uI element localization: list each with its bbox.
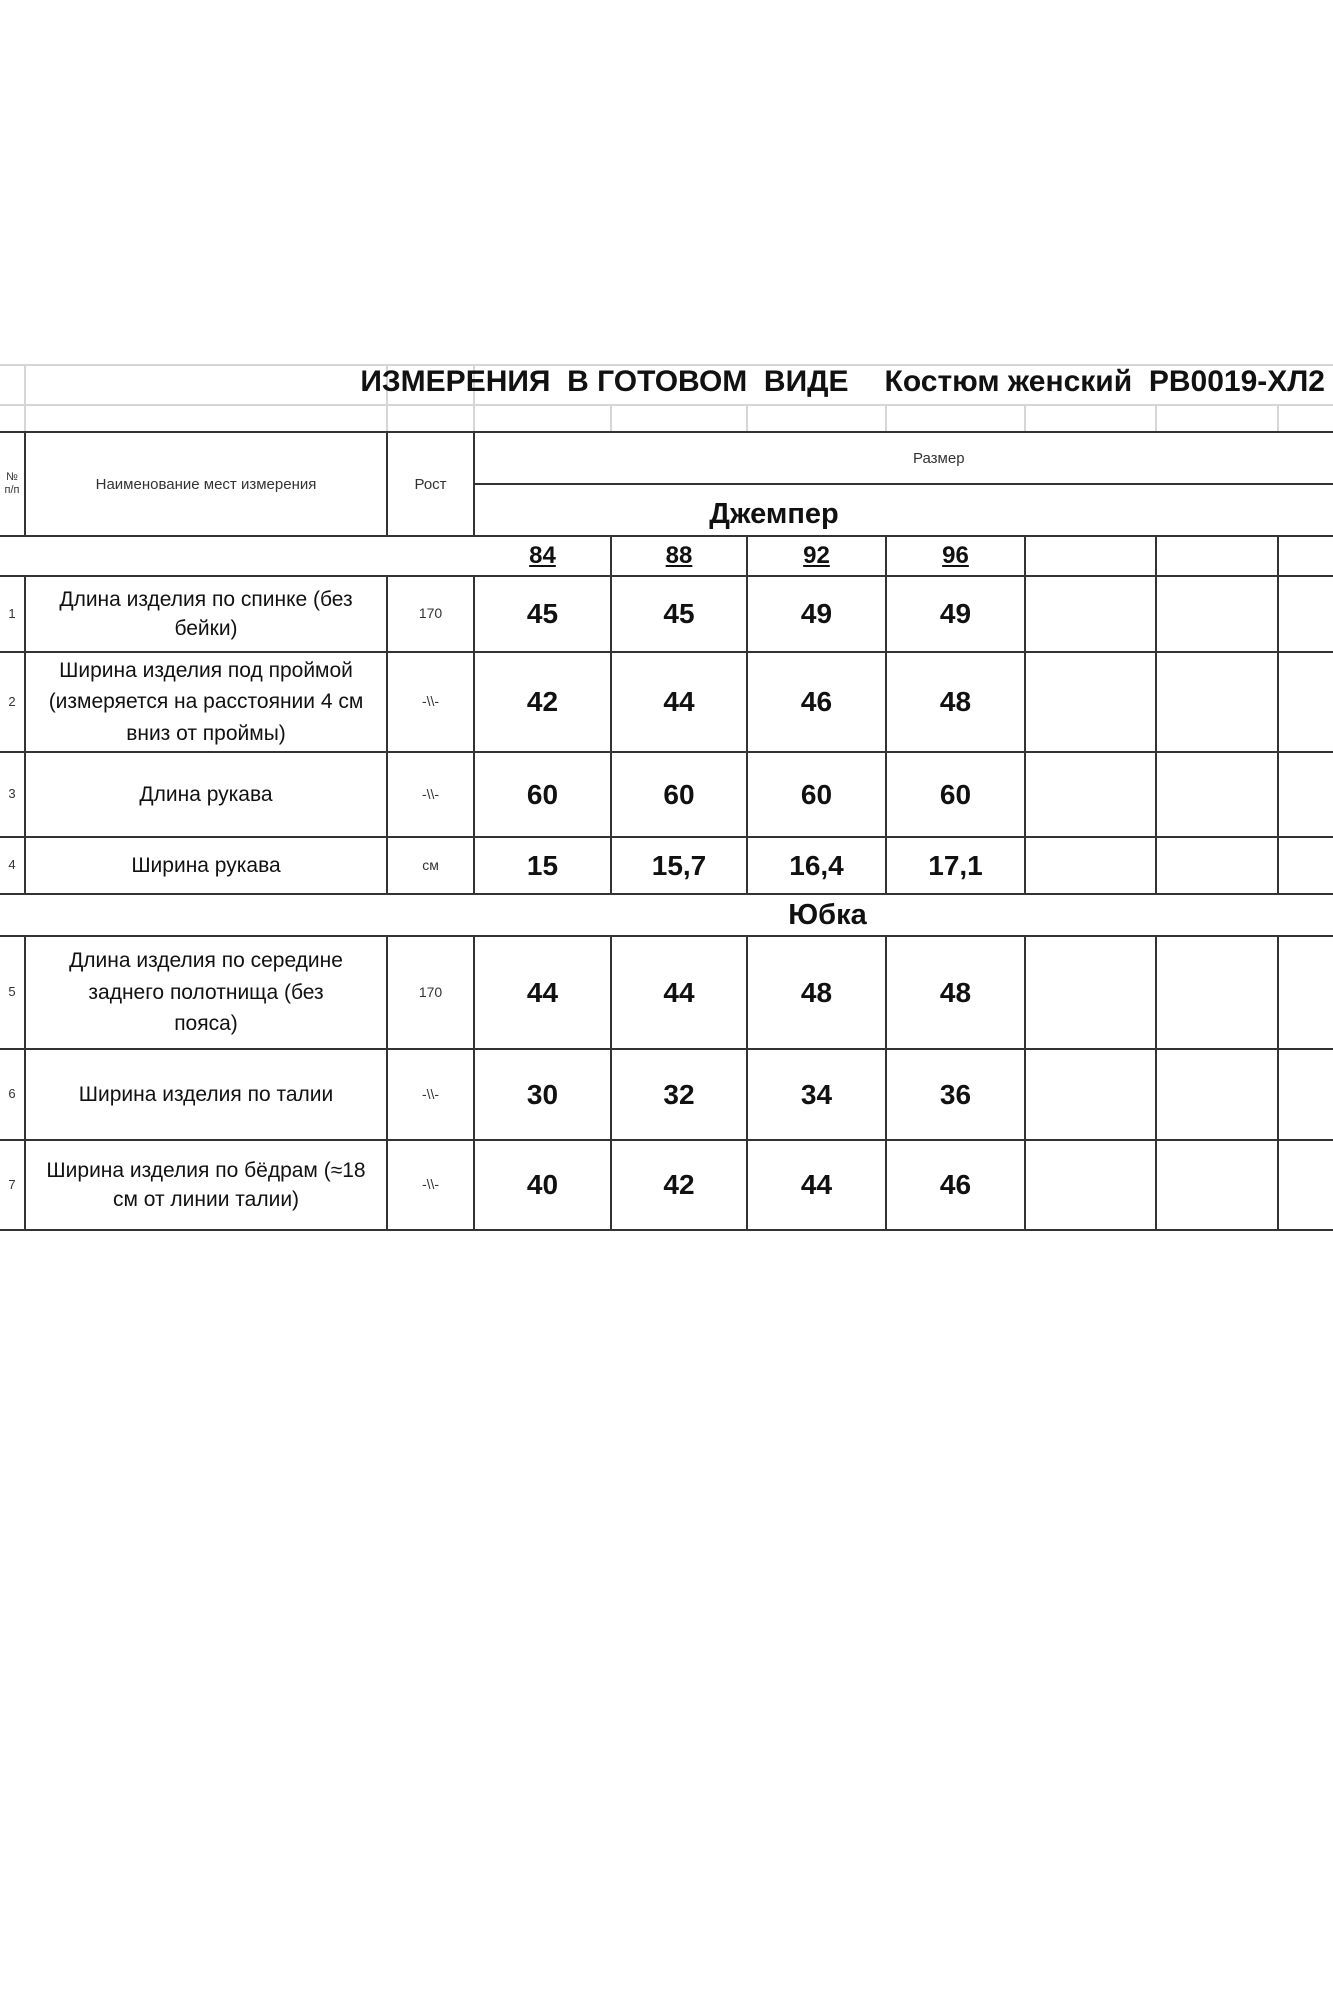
table-border: [0, 1229, 1333, 1231]
measurement-name: Длина рукава: [139, 782, 273, 806]
measurement-name: Ширина рукава: [131, 853, 281, 877]
size-value: 44: [526, 976, 559, 1008]
size-value: 60: [800, 778, 833, 810]
section-title-jumper: Джемпер: [709, 497, 839, 530]
size-value: 48: [800, 976, 833, 1008]
size-value: 48: [939, 686, 972, 718]
size-value: 49: [800, 598, 833, 630]
size-value: 36: [939, 1078, 972, 1110]
height-value: -\\-: [421, 693, 440, 710]
size-value: 48: [939, 976, 972, 1008]
title-product: Костюм женский РВ0019-ХЛ2: [884, 365, 1325, 398]
table-border: [1155, 935, 1157, 1231]
size-value: 60: [939, 778, 972, 810]
measurement-name: Длина изделия по середине заднего полотнища (без пояса): [69, 949, 343, 1036]
measurement-name: Длина изделия по спинке (без бейки): [59, 587, 353, 640]
height-value: -\\-: [421, 1176, 440, 1193]
header-size: Размер: [913, 449, 965, 467]
row-number: 5: [8, 984, 16, 1000]
size-header: 96: [942, 542, 969, 570]
height-value: -\\-: [421, 785, 440, 802]
grid-line: [1024, 404, 1026, 432]
row-number: 6: [8, 1086, 16, 1102]
size-value: 46: [939, 1169, 972, 1201]
size-value: 49: [939, 598, 972, 630]
size-header: 92: [803, 542, 830, 570]
row-number: 2: [8, 693, 16, 709]
document-title: [0, 358, 1325, 406]
height-value: см: [422, 856, 439, 873]
measurement-name: Ширина изделия по талии: [78, 1082, 334, 1106]
size-value: 15,7: [651, 849, 707, 881]
header-height: Рост: [414, 475, 447, 493]
table-border: [1024, 535, 1026, 893]
size-value: 34: [800, 1078, 833, 1110]
header-measurement-name: Наименование мест измерения: [95, 475, 317, 493]
size-value: 44: [800, 1169, 833, 1201]
size-value: 17,1: [928, 849, 983, 881]
size-value: 15: [526, 849, 559, 881]
table-border: [1024, 935, 1026, 1231]
size-value: 46: [800, 686, 833, 718]
size-value: 16,4: [789, 849, 844, 881]
size-value: 44: [663, 976, 695, 1008]
measurement-name: Ширина изделия под проймой (измеряется на расстоянии 4 см вниз от проймы): [48, 658, 364, 745]
table-border: [1277, 935, 1279, 1231]
size-value: 60: [526, 778, 559, 810]
size-value: 40: [526, 1169, 559, 1201]
size-value: 45: [526, 598, 559, 630]
table-border: [473, 483, 1333, 485]
row-number: 7: [8, 1176, 16, 1192]
height-value: 170: [418, 605, 443, 622]
row-number: 1: [8, 605, 16, 621]
header-number: № п/п: [4, 470, 20, 496]
row-number: 4: [8, 857, 16, 873]
grid-line: [610, 404, 612, 432]
grid-line: [1155, 404, 1157, 432]
size-value: 42: [663, 1169, 695, 1201]
measurement-name: Ширина изделия по бёдрам (≈18 см от линии талии): [46, 1158, 366, 1211]
table-border: [1155, 535, 1157, 893]
size-header: 84: [529, 542, 556, 570]
title-measurements: ИЗМЕРЕНИЯ В ГОТОВОМ ВИДЕ: [360, 365, 849, 398]
size-value: 44: [663, 686, 695, 718]
height-value: -\\-: [421, 1085, 440, 1102]
grid-line: [1277, 404, 1279, 432]
height-value: 170: [418, 983, 443, 1000]
size-header: 88: [665, 542, 693, 570]
size-value: 42: [526, 686, 559, 718]
grid-line: [885, 404, 887, 432]
size-value: 30: [526, 1078, 559, 1110]
size-value: 45: [663, 598, 695, 630]
size-value: 32: [663, 1078, 695, 1110]
row-number: 3: [8, 786, 16, 802]
section-title-skirt: Юбка: [788, 898, 867, 931]
size-value: 60: [663, 778, 695, 810]
grid-line: [746, 404, 748, 432]
table-border: [1277, 535, 1279, 893]
